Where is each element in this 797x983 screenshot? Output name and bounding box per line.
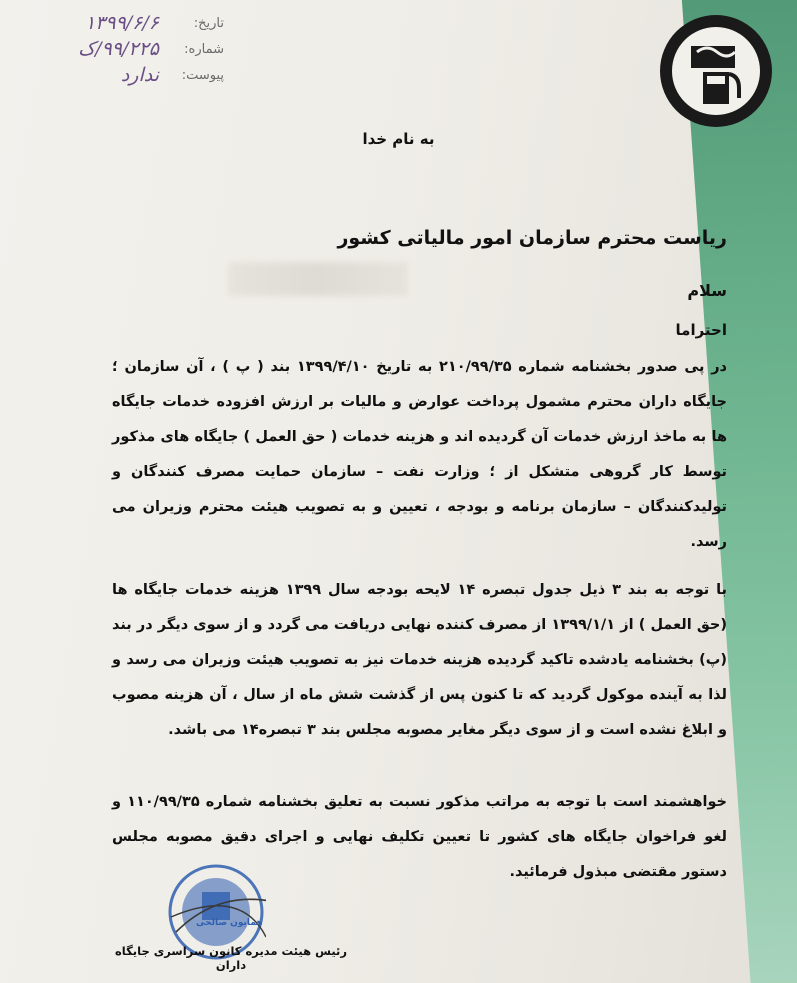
letter-header-meta — [14, 10, 224, 88]
paragraph-2: با توجه به بند ۳ ذیل جدول تبصره ۱۴ لایحه بودجه سال ۱۳۹۹ هزینه خدمات جایگاه ها (حق العمل ) از ۱۳۹۹/۱/۱ از مصرف کننده نهایی دریافت می گردد و از سوی دیگر در بند (پ) بخشنامه یادشده تاکید گردیده هزینه خدمات نیز به تصویب هیئت وزیران می رسد و لذا به آینده موکول گردید که تا کنون پس از گذشت شش ماه از سال ، آن هزینه مصوب و ابلاغ نشده است و از سوی دیگر مغایر مصوبه مجلس بند ۳ تبصره۱۴ می باشد. — [112, 582, 728, 738]
signer-title: رئیس هیئت مدیره کانون سراسری جایگاه داران — [115, 944, 347, 972]
organization-logo — [657, 12, 775, 130]
number-label: شماره: — [184, 41, 224, 57]
attachment-label: پیوست: — [181, 67, 224, 83]
attachment-row — [14, 62, 224, 88]
signature-block — [106, 862, 356, 972]
paragraph-1: در پی صدور بخشنامه شماره ۲۱۰/۹۹/۳۵ به تاریخ ۱۳۹۹/۴/۱۰ بند ( پ ) ، آن سازمان ؛ جایگاه داران محترم مشمول پرداخت عوارض و مالیات بر ارزش افزوده خدمات جایگاه ها به ماخذ ارزش خدمات آن گردیده اند و هزینه خدمات ( حق العمل ) جایگاه های مذکور توسط کار گروهی متشکل از ؛ وزارت نفت – سازمان حمایت مصرف کنندگان و تولیدکنندگان – سازمان برنامه و بودجه ، تعیین و به تصویب هیئت محترم وزیران می رسد. — [112, 359, 727, 550]
signer-name: همایون صالحی — [196, 918, 263, 928]
number-row — [14, 36, 224, 62]
respect-line: احتراما — [675, 321, 727, 339]
date-value: ۱۳۹۹/۶/۶ — [84, 12, 159, 34]
addressee-line: ریاست محترم سازمان امور مالیاتی کشور — [337, 227, 727, 249]
attachment-value: ندارد — [120, 64, 159, 86]
date-row — [14, 10, 224, 36]
number-value: ۹۹/۲۲۵/ک — [78, 38, 159, 60]
date-label: تاریخ: — [193, 15, 224, 31]
greeting-line: سلام — [687, 281, 727, 300]
paragraph-3: خواهشمند است با توجه به مراتب مذکور نسبت به تعلیق بخشنامه شماره ۱۱۰/۹۹/۳۵ و لغو فراخوان جایگاه های کشور تا تعیین تکلیف نهایی و اجرای دقیق مصوبه مجلس دستور مقتضی مبذول فرمائید. — [112, 794, 728, 880]
basmala: به نام خدا — [362, 130, 435, 148]
